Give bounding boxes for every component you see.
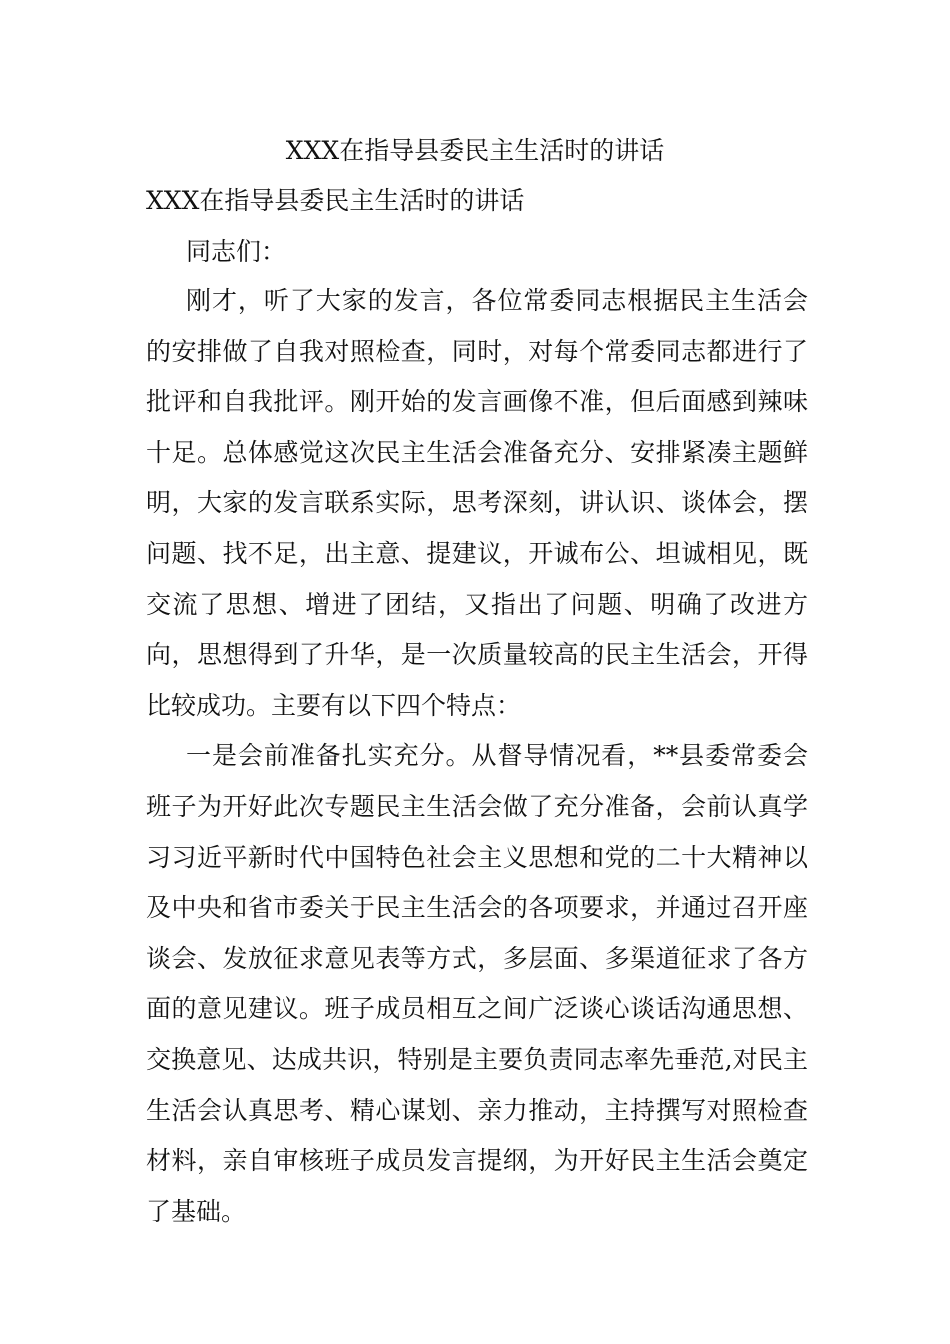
salutation: 同志们： bbox=[186, 237, 287, 266]
document-title: XXX在指导县委民主生活时的讲话 bbox=[285, 136, 665, 165]
paragraph-2: 一是会前准备扎实充分。从督导情况看，**县委常委会班子为开好此次专题民主生活会做了充分准备，会前认真学习习近平新时代中国特色社会主义思想和党的二十大精神以及中央和省市委关于民主生活会的各项要求，并通过召开座谈会、发放征求意见表等方式，多层面、多渠道征求了各方面的意见建议。班子成员相互之间广泛谈心谈话沟通思想、交换意见、达成共识，特别是主要负责同志率先垂范,对民主生活会认真思考、精心谋划、亲力推动，主持撰写对照检查材料，亲自审核班子成员发言提纲，为开好民主生活会奠定了基础。 bbox=[146, 741, 808, 1226]
paragraph-1: 刚才，听了大家的发言，各位常委同志根据民主生活会的安排做了自我对照检查，同时，对每个常委同志都进行了批评和自我批评。刚开始的发言画像不准，但后面感到辣味十足。总体感觉这次民主生活会准备充分、安排紧凑主题鲜明，大家的发言联系实际，思考深刻，讲认识、谈体会，摆问题、找不足，出主意、提建议，开诚布公、坦诚相见，既交流了思想、增进了团结，又指出了问题、明确了改进方向，思想得到了升华，是一次质量较高的民主生活会，开得比较成功。主要有以下四个特点： bbox=[146, 286, 808, 720]
document-body bbox=[146, 230, 808, 1237]
document-subtitle: XXX在指导县委民主生活时的讲话 bbox=[146, 186, 525, 215]
